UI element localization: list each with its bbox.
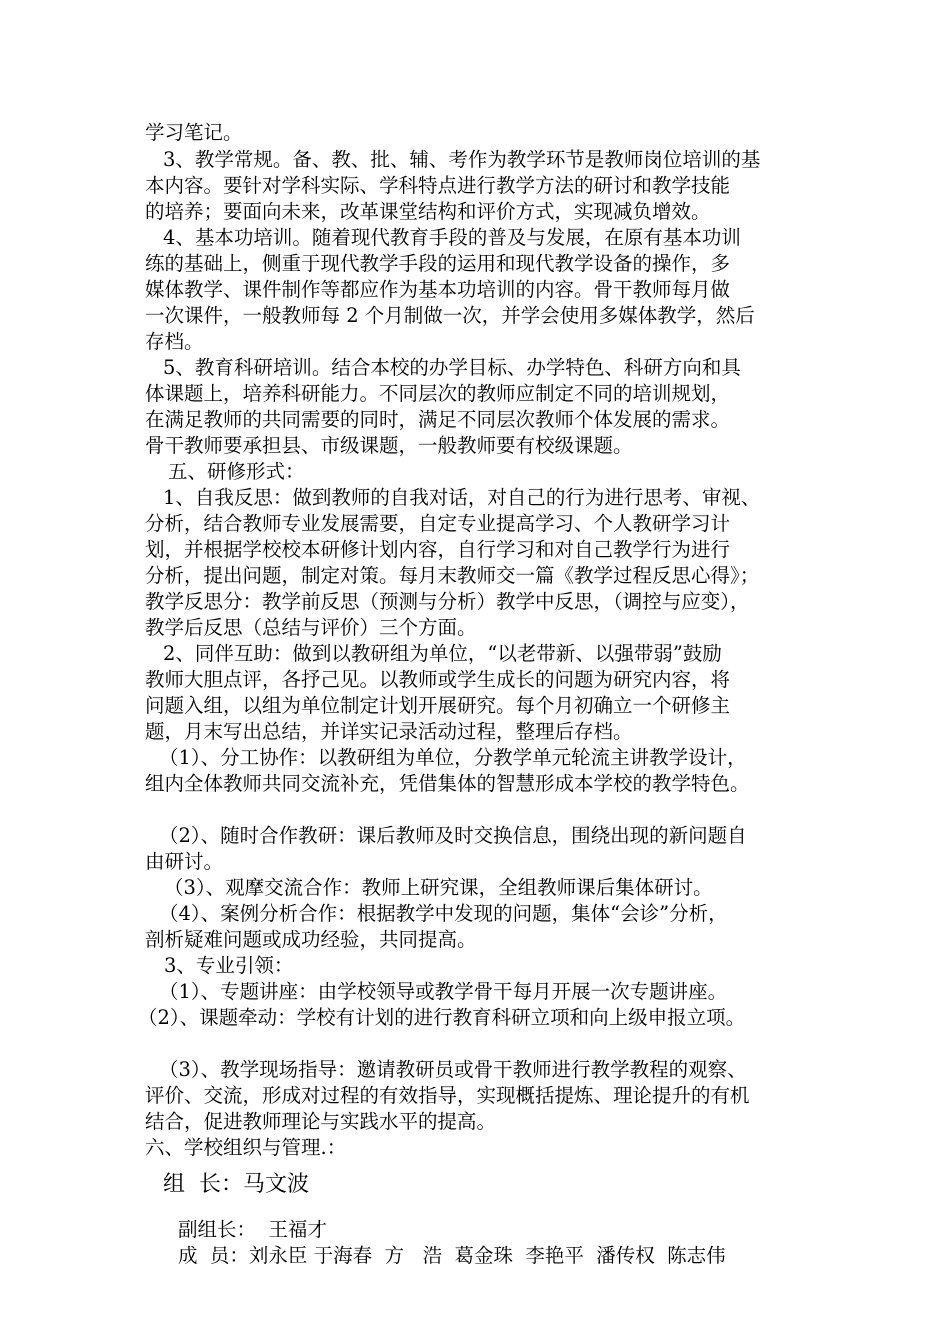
members: 成 员：刘永臣 于海春 方 浩 葛金珠 李艳平 潘传权 陈志伟 (178, 1244, 726, 1267)
section-heading: 五、研修形式： (168, 460, 305, 483)
text-line: 评价、交流，形成对过程的有效指导，实现概括提炼、理论提升的有机 (145, 1084, 750, 1107)
text-line: 体课题上，培养科研能力。不同层次的教师应制定不同的培训规划， (145, 382, 731, 405)
text-line: 教学后反思（总结与评价）三个方面。 (145, 616, 477, 639)
text-line: 组内全体教师共同交流补充，凭借集体的智慧形成本学校的教学特色。 (145, 772, 750, 795)
text-line: （4）、案例分析合作：根据教学中发现的问题，集体“会诊”分析， (159, 902, 728, 925)
text-line: 4、基本功培训。随着现代教育手段的普及与发展，在原有基本功训 (163, 226, 741, 249)
text-line: 学习笔记。 (145, 121, 243, 144)
text-line: （1）、分工协作：以教研组为单位，分教学单元轮流主讲教学设计， (159, 746, 747, 769)
text-line: 3、专业引领： (164, 954, 294, 977)
text-line: 1、自我反思：做到教师的自我对话，对自己的行为进行思考、审视、 (163, 486, 761, 509)
text-line: 问题入组，以组为单位制定计划开展研究。每个月初确立一个研修主 (145, 694, 731, 717)
text-line: 3、教学常规。备、教、批、辅、考作为教学环节是教师岗位培训的基 (163, 148, 761, 171)
text-line: 分析，提出问题，制定对策。每月末教师交一篇《教学过程反思心得》； (145, 564, 760, 587)
text-line: 剖析疑难问题或成功经验，共同提高。 (145, 928, 477, 951)
text-line: （3）、观摩交流合作：教师上研究课，全组教师课后集体研讨。 (164, 876, 713, 899)
text-line: 媒体教学、课件制作等都应作为基本功培训的内容。骨干教师每月做 (145, 278, 731, 301)
text-line: 存档。 (145, 330, 204, 353)
text-line: 5、教育科研培训。结合本校的办学目标、办学特色、科研方向和具 (163, 356, 741, 379)
text-line: 一次课件，一般教师每 2 个月制做一次，并学会使用多媒体教学，然后 (145, 304, 755, 327)
text-line: 教师大胆点评，各抒己见。以教师或学生成长的问题为研究内容，将 (145, 668, 731, 691)
text-line: 骨干教师要承担县、市级课题，一般教师要有校级课题。 (145, 434, 633, 457)
text-line: 2、同伴互助：做到以教研组为单位，“以老带新、以强带弱”鼓励 (163, 642, 722, 665)
text-line: 在满足教师的共同需要的同时，满足不同层次教师个体发展的需求。 (145, 408, 731, 431)
text-line: 教学反思分：教学前反思（预测与分析）教学中反思，（调控与应变）， (145, 590, 750, 613)
group-leader: 组 长：马文波 (163, 1172, 309, 1197)
section-heading: 六、学校组织与管理.： (145, 1136, 347, 1159)
text-line: （1）、专题讲座：由学校领导或教学骨干每月开展一次专题讲座。 (159, 980, 728, 1003)
text-line: （2）、课题牵动：学校有计划的进行教育科研立项和向上级申报立项。 (138, 1006, 746, 1029)
text-line: 本内容。要针对学科实际、学科特点进行教学方法的研讨和教学技能 (145, 174, 731, 197)
text-line: 练的基础上，侧重于现代教学手段的运用和现代教学设备的操作，多 (145, 252, 731, 275)
deputy-leader: 副组长： 王福才 (178, 1218, 327, 1241)
text-line: 结合，促进教师理论与实践水平的提高。 (145, 1110, 497, 1133)
text-line: 划，并根据学校校本研修计划内容，自行学习和对自己教学行为进行 (145, 538, 731, 561)
text-line: 分析，结合教师专业发展需要，自定专业提高学习、个人教研学习计 (145, 512, 731, 535)
text-line: （2）、随时合作教研：课后教师及时交换信息，围绕出现的新问题自 (159, 824, 747, 847)
text-line: 题，月末写出总结，并详实记录活动过程，整理后存档。 (145, 720, 633, 743)
text-line: 由研讨。 (145, 850, 224, 873)
text-line: （3）、教学现场指导：邀请教研员或骨干教师进行教学教程的观察、 (159, 1058, 747, 1081)
text-line: 的培养；要面向未来，改革课堂结构和评价方式，实现减负增效。 (145, 200, 711, 223)
